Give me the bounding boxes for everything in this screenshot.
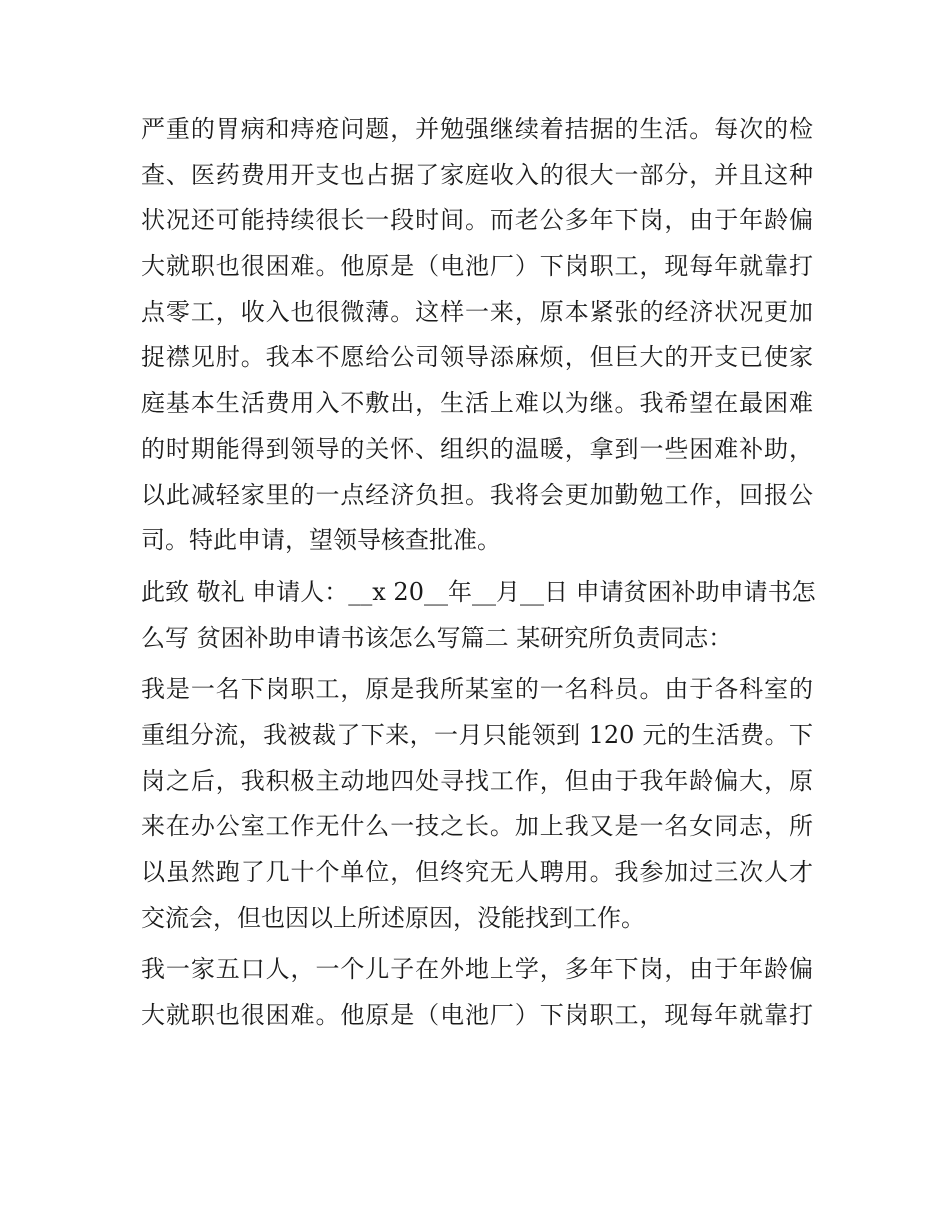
text-line: 以此减轻家里的一点经济负担。我将会更加勤勉工作，回报公	[141, 480, 813, 509]
text-line: 捉襟见肘。我本不愿给公司领导添麻烦，但巨大的开支已使家	[141, 343, 813, 372]
text-line: 大就职也很困难。他原是（电池厂）下岗职工，现每年就靠打	[141, 1001, 813, 1030]
paragraph-hardship	[141, 107, 813, 564]
text-line: 严重的胃病和痔疮问题，并勉强继续着拮据的生活。每次的检	[141, 115, 813, 143]
text-line: 来在办公室工作无什么一技之长。加上我又是一名女同志，所	[141, 812, 813, 841]
text-line: 么写 贫困补助申请书该怎么写篇二 某研究所负责同志：	[141, 623, 733, 652]
text-line: 我是一名下岗职工，原是我所某室的一名科员。由于各科室的	[141, 675, 813, 704]
text-line: 的时期能得到领导的关怀、组织的温暖，拿到一些困难补助，	[141, 434, 813, 463]
text-line: 重组分流，我被裁了下来，一月只能领到 120 元的生活费。下	[141, 720, 813, 749]
text-line: 状况还可能持续很长一段时间。而老公多年下岗，由于年龄偏	[141, 206, 813, 235]
text-line: 查、医药费用开支也占据了家庭收入的很大一部分，并且这种	[141, 160, 813, 189]
paragraph-closing	[141, 570, 816, 661]
text-line: 交流会，但也因以上所述原因，没能找到工作。	[141, 903, 645, 932]
text-line: 庭基本生活费用入不敷出，生活上难以为继。我希望在最困难	[141, 389, 813, 418]
document-body	[141, 107, 816, 1039]
text-line: 以虽然跑了几十个单位，但终究无人聘用。我参加过三次人才	[141, 858, 813, 886]
text-line: 岗之后，我积极主动地四处寻找工作，但由于我年龄偏大，原	[141, 766, 813, 795]
paragraph-family	[141, 947, 813, 1038]
text-line: 我一家五口人，一个儿子在外地上学，多年下岗，由于年龄偏	[141, 955, 813, 984]
text-line: 大就职也很困难。他原是（电池厂）下岗职工，现每年就靠打	[141, 252, 813, 281]
text-line: 此致 敬礼 申请人：__x 20__年__月__日 申请贫困补助申请书怎	[141, 577, 816, 606]
paragraph-laid-off	[141, 667, 813, 941]
text-line: 司。特此申请，望领导核查批准。	[141, 526, 501, 555]
text-line: 点零工，收入也很微薄。这样一来，原本紧张的经济状况更加	[141, 297, 813, 326]
